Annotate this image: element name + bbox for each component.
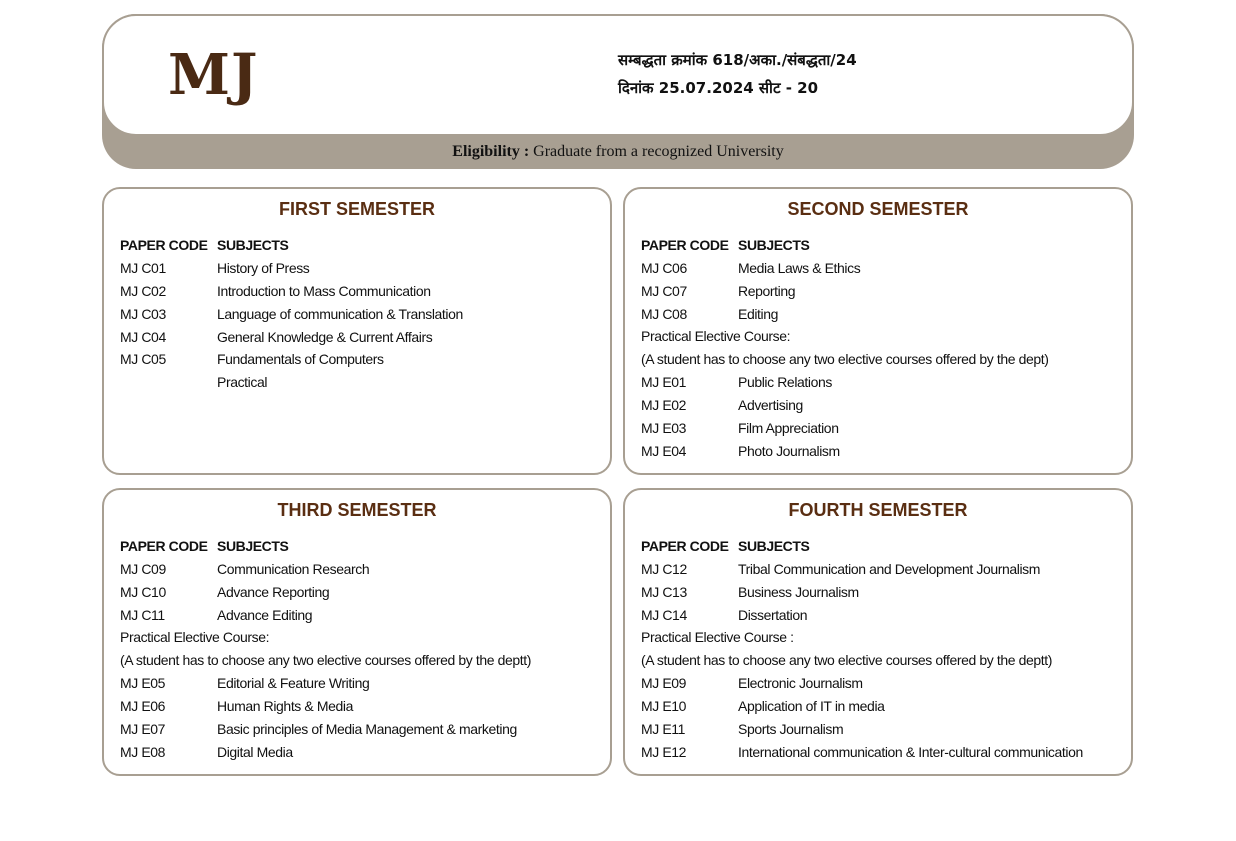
subject-name: Advance Reporting [217,583,330,600]
subject-name: Advance Editing [217,606,313,623]
subject-name: Reporting [738,282,796,299]
list-item [641,302,1121,325]
elective-label: Practical Elective Course : [641,629,794,646]
semester-title: FIRST SEMESTER [278,199,435,219]
subject-name: Practical [217,374,268,391]
paper-code: MJ C04 [120,328,166,345]
program-logo: MJ [168,42,259,108]
paper-code: MJ C06 [641,260,687,277]
subjects-header: SUBJECTS [217,538,289,555]
paper-code: MJ E02 [641,396,687,413]
subject-name: Photo Journalism [738,442,840,459]
list-item [120,740,600,763]
paper-code: MJ C10 [120,583,166,600]
list-item [641,257,1121,280]
subject-name: Human Rights & Media [217,697,353,714]
paper-code: MJ E04 [641,442,687,459]
list-item [120,302,600,325]
subject-name: Sports Journalism [738,720,844,737]
list-item [641,603,1121,626]
first-semester-panel [102,187,612,475]
paper-code: MJ C03 [120,305,166,322]
subject-name: Film Appreciation [738,419,839,436]
paper-code: MJ C08 [641,305,687,322]
paper-code: MJ E12 [641,743,687,760]
subject-name: Application of IT in media [738,697,885,714]
elective-note: (A student has to choose any two elective courses offered by the deptt) [120,651,532,668]
list-item [120,257,600,280]
elective-note: (A student has to choose any two elective courses offered by the dept) [641,350,1049,367]
list-item [641,416,1121,439]
subject-name: Editorial & Feature Writing [217,675,370,692]
list-item [120,603,600,626]
paper-code: MJ E06 [120,697,166,714]
subject-name: Electronic Journalism [738,675,863,692]
subject-name: Media Laws & Ethics [738,260,861,277]
paper-code: MJ C01 [120,260,166,277]
column-header-row [120,535,600,558]
fourth-semester-panel [623,488,1133,776]
list-item [120,371,600,394]
paper-code: MJ E08 [120,743,166,760]
column-header-row [641,535,1121,558]
list-item [120,695,600,718]
list-item [641,280,1121,303]
list-item [120,280,600,303]
header-banner [102,14,1134,169]
second-semester-panel [623,187,1133,475]
paper-code: MJ C07 [641,282,687,299]
subject-name: Public Relations [738,374,832,391]
list-item [641,558,1121,581]
subject-name: Business Journalism [738,583,859,600]
subject-name: General Knowledge & Current Affairs [217,328,433,345]
third-semester-panel [102,488,612,776]
semester-title: SECOND SEMESTER [787,199,969,219]
list-item [120,672,600,695]
paper-code: MJ C13 [641,583,687,600]
affiliation-date-seats: दिनांक 25.07.2024 सीट - 20 [618,79,819,97]
paper-code: MJ C14 [641,606,687,623]
list-item [120,348,600,371]
paper-code: MJ E07 [120,720,166,737]
subject-name: Dissertation [738,606,808,623]
paper-code: MJ E01 [641,374,687,391]
paper-code: MJ E05 [120,675,166,692]
paper-code: MJ E09 [641,675,687,692]
column-header-row [120,234,600,257]
list-item [120,581,600,604]
subject-list [641,535,1121,763]
list-item [641,695,1121,718]
subjects-header: SUBJECTS [738,237,810,254]
paper-code-header: PAPER CODE [120,237,208,254]
paper-code: MJ C09 [120,561,166,578]
subject-name: Tribal Communication and Development Journalism [738,561,1041,578]
list-item [641,672,1121,695]
subject-list [120,535,600,763]
paper-code-header: PAPER CODE [120,538,208,555]
subjects-header: SUBJECTS [738,538,810,555]
subjects-header: SUBJECTS [217,237,289,254]
list-item [641,394,1121,417]
subject-name: Introduction to Mass Communication [217,282,431,299]
list-item [641,581,1121,604]
list-item [120,717,600,740]
list-item [641,740,1121,763]
list-item [120,558,600,581]
subject-name: International communication & Inter-cultural communication [738,743,1083,760]
elective-label: Practical Elective Course: [641,328,791,345]
subject-name: Editing [738,305,779,322]
paper-code-header: PAPER CODE [641,538,729,555]
subject-list [120,234,600,394]
paper-code: MJ C11 [120,606,165,623]
subject-name: Digital Media [217,743,293,760]
affiliation-number: सम्बद्धता क्रमांक 618/अका./संबद्धता/24 [618,51,857,69]
list-item [641,371,1121,394]
eligibility-text: Graduate from a recognized University [529,143,784,160]
subject-name: Language of communication & Translation [217,305,463,322]
paper-code-header: PAPER CODE [641,237,729,254]
subject-name: History of Press [217,260,310,277]
list-item [120,325,600,348]
semester-title: FOURTH SEMESTER [788,500,968,520]
paper-code: MJ C02 [120,282,166,299]
paper-code: MJ C05 [120,351,166,368]
paper-code: MJ C12 [641,561,687,578]
subject-list [641,234,1121,462]
subject-name: Fundamentals of Computers [217,351,384,368]
subject-name: Communication Research [217,561,370,578]
subject-name: Advertising [738,396,803,413]
paper-code: MJ E03 [641,419,687,436]
elective-note: (A student has to choose any two elective courses offered by the deptt) [641,651,1053,668]
paper-code: MJ E10 [641,697,687,714]
list-item [641,439,1121,462]
eligibility-line [102,143,1134,161]
paper-code: MJ E11 [641,720,686,737]
eligibility-label: Eligibility : [452,143,530,160]
column-header-row [641,234,1121,257]
list-item [641,717,1121,740]
elective-label: Practical Elective Course: [120,629,270,646]
header-card [102,14,1134,136]
semester-title: THIRD SEMESTER [277,500,437,520]
subject-name: Basic principles of Media Management & marketing [217,720,517,737]
